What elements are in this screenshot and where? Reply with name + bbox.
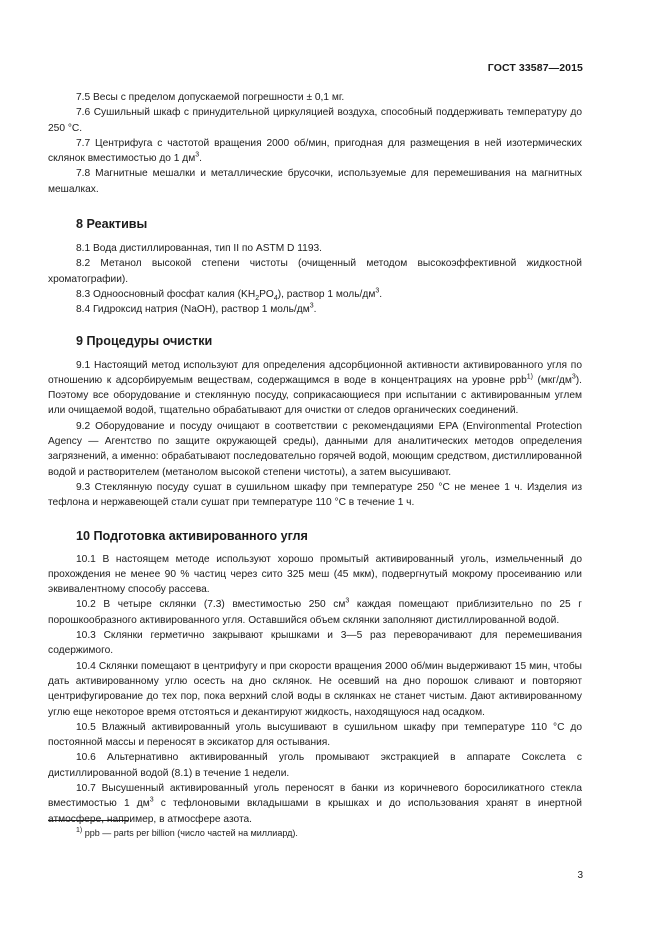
text: . [199,153,202,165]
footnote [76,827,298,839]
section-8-heading: 8 Реактивы [76,217,148,232]
text: 10.7 Высушенный активированный уголь переносят в банки из коричневого боросиликатного стекла вместимостью 1 дм [48,782,582,810]
text: 10.2 В четыре склянки (7.3) вместимостью 250 см [76,599,346,611]
text: 9.1 Настоящий метод используют для определения адсорбционной активности активированного угля по отношению к адсорбируемым веществам, содержащимся в воде в концентрациях на уровне ppb [48,359,582,386]
subscript: 4 [273,295,278,302]
text: 8.3 Одноосновный фосфат калия (KH [76,288,256,300]
text: ). Поэтому все оборудование и стеклянную посуду, соприкасающиеся при испытании с активированным углем или очищаемой водой, тщательно обрабатывают для очистки от следов органических соединений. [48,374,582,417]
paragraph-9-3: 9.3 Стеклянную посуду сушат в сушильном шкафу при температуре 250 °С не менее 1 ч. Изделия из тефлона и нержавеющей стали сушат при температуре 110 °С в течение 1 ч. [48,481,582,509]
paragraph-7-8: 7.8 Магнитные мешалки и металлические брусочки, используемые для перемешивания на магнитных мешалках. [48,168,582,195]
section-10-heading: 10 Подготовка активированного угля [76,528,308,543]
paragraph-9-1 [48,358,582,419]
superscript: 3 [345,598,350,606]
text: 8.4 Гидроксид натрия (NaOH), раствор 1 моль/дм [76,304,310,316]
footnote-text: ppb — parts per billion (число частей на миллиард). [82,828,298,838]
paragraph-8-1: 8.1 Вода дистиллированная, тип II по ASTM D 1193. [76,243,322,255]
paragraph-7-6: 7.6 Сушильный шкаф с принудительной циркуляцией воздуха, способный поддерживать температуру до 250 °С. [48,107,582,134]
page-number: 3 [577,870,583,881]
paragraph-10-5: 10.5 Влажный активированный уголь высушивают в сушильном шкафу при температуре 110 °С до постоянной массы и переносят в эксикатор для остывания. [48,721,582,749]
superscript: 3 [571,373,576,381]
paragraph-10-4: 10.4 Склянки помещают в центрифугу и при скорости вращения 2000 об/мин выдерживают 15 мин, чтобы дать активированному углю осесть на дно склянок. Не осевший на дно порошок сливают и повторяют центрифугирование до тех пор, пока верхний слой воды в склянках не станет чистым. Дают активированному углю еще некоторое время отстояться и декантируют жидкость, находящуюся над осадком. [48,660,582,718]
paragraph-8-2: 8.2 Метанол высокой степени чистоты (очищенный методом высокоэффективной жидкостной хроматографии). [48,258,582,285]
text: . [379,288,383,300]
footnote-ref: 1) [526,373,533,381]
section-9-heading: 9 Процедуры очистки [76,333,213,348]
paragraph-10-1: 10.1 В настоящем методе используют хорошо промытый активированный уголь, измельченный до прохождения не менее 90 % частиц через сито 325 меш (45 мкм), подвергнутый мокрому просеиванию или эквивалентному способу рассева. [48,553,582,596]
text: 7.7 Центрифуга с частотой вращения 2000 об/мин, пригодная для размещения в ней изотермических склянок вместимостью до 1 дм [48,137,582,165]
paragraph-7-5: 7.5 Весы с пределом допускаемой погрешности ± 0,1 мг. [76,92,345,103]
paragraph-10-6: 10.6 Альтернативно активированный уголь промывают экстракцией в аппарате Сокслета с дистиллированной водой (8.1) в течение 1 недели. [48,752,582,779]
superscript: 3 [375,287,380,295]
text: . [313,304,317,316]
subscript: 2 [255,295,260,302]
superscript: 3 [309,302,314,310]
paragraph-10-2 [48,597,582,628]
paragraph-8-3 [48,287,582,302]
paragraph-7-7 [48,136,582,167]
superscript: 3 [195,151,200,159]
footnote-divider [48,820,128,821]
text: PO [259,288,274,300]
text: с тефлоновыми вкладышами в крышках и до использования хранят в инертной атмосфере, например, в атмосфере азота. [48,798,582,825]
text: ), раствор 1 моль/дм [277,288,376,300]
paragraph-10-3: 10.3 Склянки герметично закрывают крышками и 3—5 раз переворачивают для перемешивания содержимого. [48,630,582,657]
standard-number: ГОСТ 33587—2015 [487,62,583,74]
footnote-marker: 1) [76,827,83,834]
document-body [48,90,582,827]
paragraph-8-4 [48,302,582,317]
text: каждая помещают приблизительно по 25 г порошкообразного активированного угля. Оставшийся объем склянки заполняют дистиллированной водой. [48,599,582,626]
paragraph-10-7 [48,781,582,827]
superscript: 3 [149,796,154,804]
text: (мкг/дм [532,374,572,386]
paragraph-9-2: 9.2 Оборудование и посуду очищают в соответствии с рекомендациями EPA (Environmental Protection Agency — Агентство по защите окружающей среды), данными для аналитических методов определения загрязнений, а именно: обрабатывают последовательно горячей водой, моющим средством, дистиллированной водой и растворителем (метанолом высокой степени чистоты), а затем высушивают. [48,420,582,478]
